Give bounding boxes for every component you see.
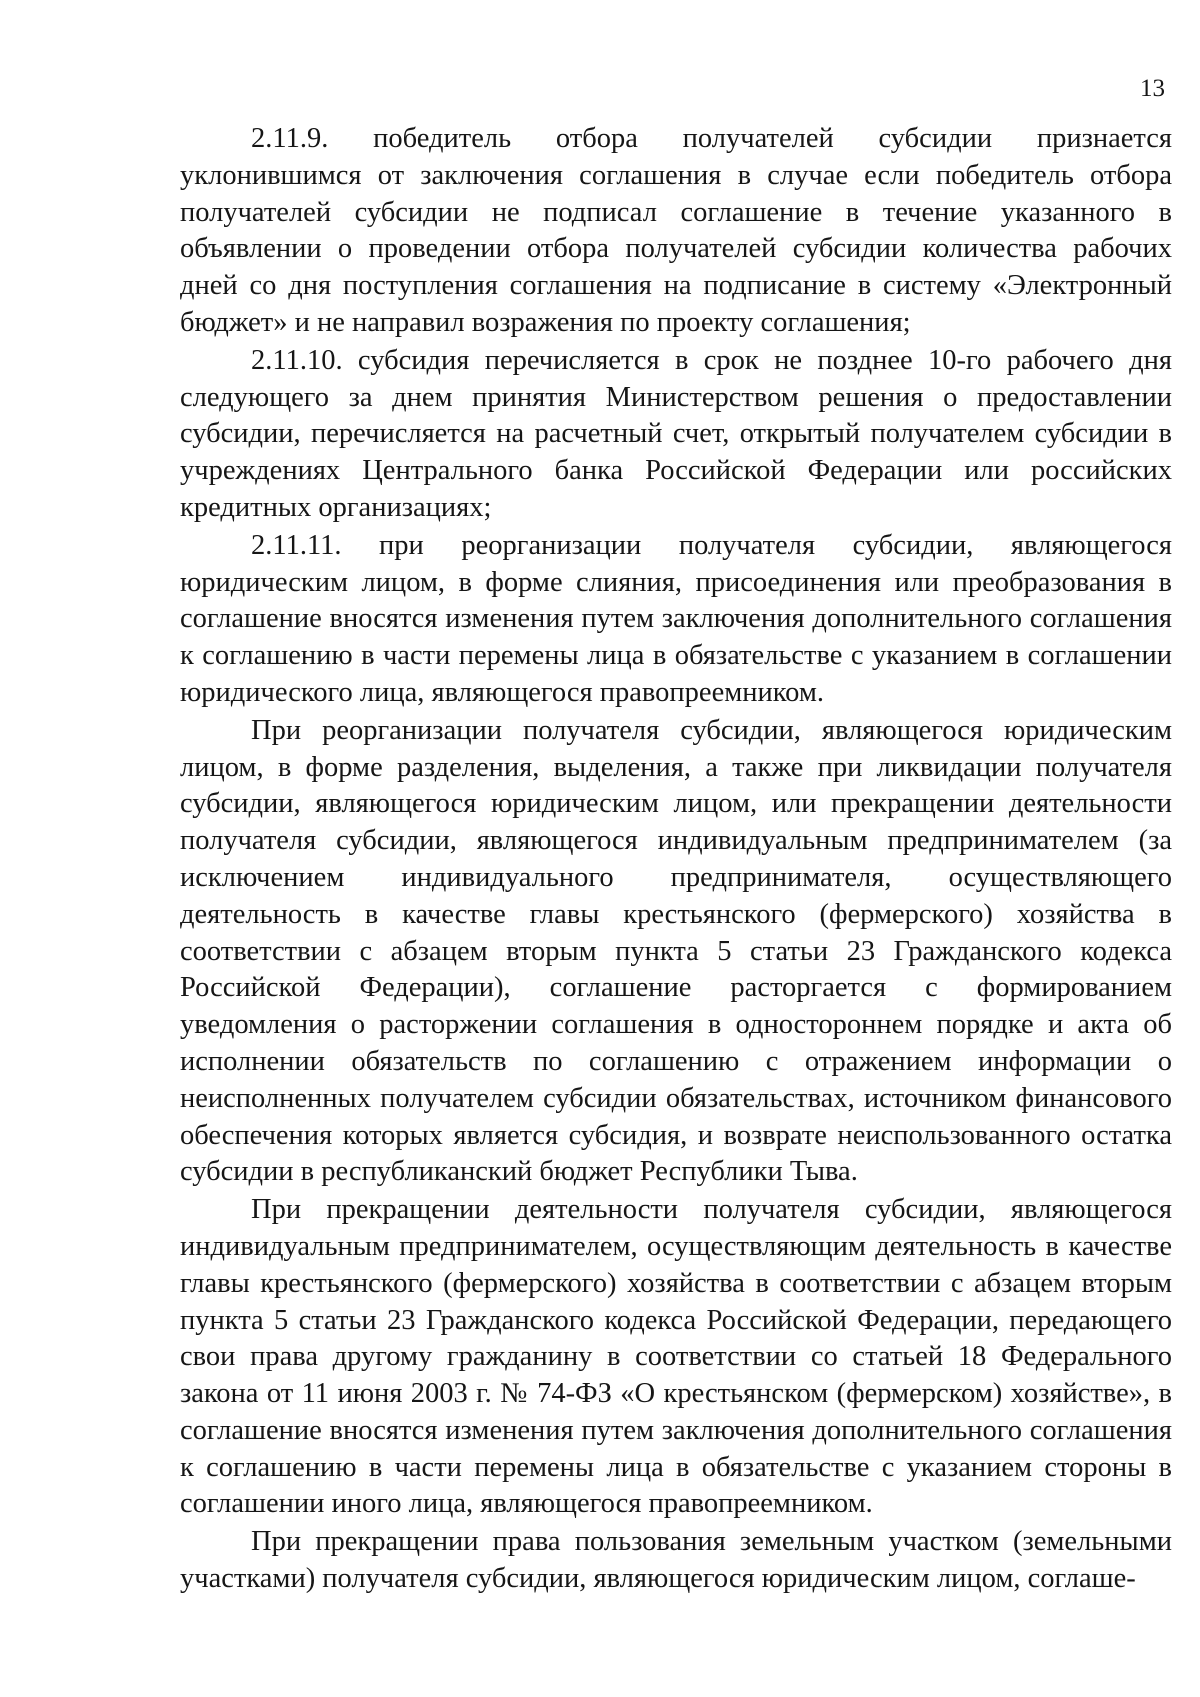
paragraph-2-11-10: 2.11.10. субсидия перечисляется в срок не позднее 10-го рабочего дня следующего за днем принятия Министерством решения о предоставлении субсидии, перечисляется на расчетный счет, открытый получателем субсидии в учреждениях Центрального банка Российской Федерации или российских кредитных организациях;: [180, 344, 1172, 523]
paragraph-2-11-11: 2.11.11. при реорганизации получателя субсидии, являющегося юридическим лицом, в форме слияния, присоединения или преобразования в соглашение вносятся изменения путем заключения дополнительного соглашения к соглашению в части перемены лица в обязательстве с указанием в соглашении юридического лица, являющегося правопреемником.: [180, 529, 1172, 708]
paragraph-termination-entrepreneur: При прекращении деятельности получателя субсидии, являющегося индивидуальным предпринимателем, осуществляющим деятельность в качестве главы крестьянского (фермерского) хозяйства в соответствии с абзацем вторым пункта 5 статьи 23 Гражданского кодекса Российской Федерации, передающего свои права другому гражданину в соответствии со статьей 18 Федерального закона от 11 июня 2003 г. № 74-ФЗ «О крестьянском (фермерском) хозяйстве», в соглашение вносятся изменения путем заключения дополнительного соглашения к соглашению в части перемены лица в обязательстве с указанием стороны в соглашении иного лица, являющегося правопреемником.: [180, 1194, 1172, 1520]
paragraph-2-11-9: 2.11.9. победитель отбора получателей субсидии признается уклонившимся от заключения соглашения в случае если победитель отбора получателей субсидии не подписал соглашение в течение указанного в объявлении о проведении отбора получателей субсидии количества рабочих дней со дня поступления соглашения на подписание в систему «Электронный бюджет» и не направил возражения по проекту соглашения;: [180, 123, 1172, 338]
page-number: 13: [1140, 75, 1165, 102]
document-body: [180, 121, 1172, 1598]
paragraph-reorganization: При реорганизации получателя субсидии, являющегося юридическим лицом, в форме разделения, выделения, а также при ликвидации получателя субсидии, являющегося юридическим лицом, или прекращении деятельности получателя субсидии, являющегося индивидуальным предпринимателем (за исключением индивидуального предпринимателя, осуществляющего деятельность в качестве главы крестьянского (фермерского) хозяйства в соответствии с абзацем вторым пункта 5 статьи 23 Гражданского кодекса Российской Федерации), соглашение расторгается с формированием уведомления о расторжении соглашения в одностороннем порядке и акта об исполнении обязательств по соглашению с отражением информации о неисполненных получателем субсидии обязательствах, источником финансового обеспечения которых является субсидия, и возврате неиспользованного остатка субсидии в республиканский бюджет Республики Тыва.: [180, 714, 1172, 1188]
paragraph-land-use-termination: При прекращении права пользования земельным участком (земельными участками) получателя субсидии, являющегося юридическим лицом, соглаше-: [180, 1526, 1172, 1595]
